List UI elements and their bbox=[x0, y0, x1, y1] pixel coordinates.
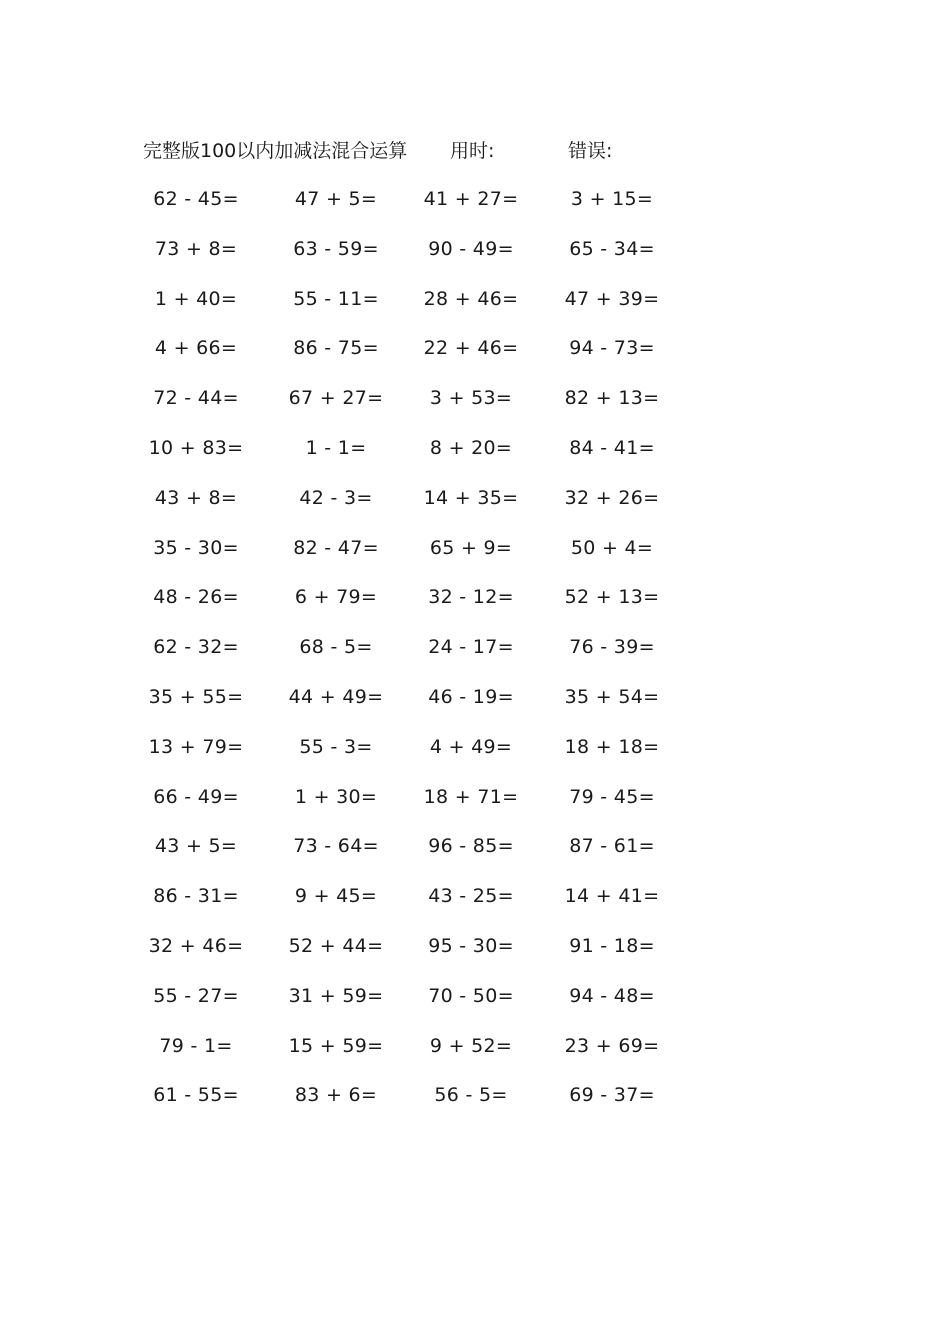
math-problem: 4 + 66= bbox=[154, 337, 238, 360]
math-problem: 6 + 79= bbox=[294, 586, 378, 609]
math-problem: 55 - 27= bbox=[153, 984, 239, 1007]
math-problem: 95 - 30= bbox=[428, 934, 514, 957]
math-problem: 62 - 32= bbox=[153, 636, 239, 659]
math-problem: 83 + 6= bbox=[294, 1084, 378, 1107]
math-problem: 90 - 49= bbox=[428, 237, 514, 260]
problem-row bbox=[0, 383, 950, 433]
math-problem: 41 + 27= bbox=[423, 188, 519, 210]
math-problem: 35 + 54= bbox=[564, 685, 660, 708]
problem-row bbox=[0, 184, 950, 234]
problem-row bbox=[0, 433, 950, 483]
math-problem: 91 - 18= bbox=[569, 934, 655, 957]
problem-row bbox=[0, 931, 950, 981]
math-problem: 79 - 45= bbox=[569, 785, 655, 808]
math-problem: 82 + 13= bbox=[564, 387, 660, 410]
error-label: 错误: bbox=[568, 140, 613, 162]
math-problem: 47 + 39= bbox=[564, 287, 660, 310]
math-problem: 15 + 59= bbox=[288, 1034, 384, 1057]
math-problem: 24 - 17= bbox=[428, 636, 514, 659]
problem-row bbox=[0, 682, 950, 732]
math-problem: 9 + 52= bbox=[429, 1034, 513, 1057]
math-problem: 1 + 40= bbox=[154, 287, 238, 310]
math-problem: 46 - 19= bbox=[428, 685, 514, 708]
math-problem: 43 + 5= bbox=[154, 835, 238, 858]
worksheet-title: 完整版100以内加减法混合运算 bbox=[143, 140, 408, 162]
math-problem: 52 + 44= bbox=[288, 934, 384, 957]
math-problem: 70 - 50= bbox=[428, 984, 514, 1007]
math-problem: 47 + 5= bbox=[294, 188, 378, 210]
math-problem: 23 + 69= bbox=[564, 1034, 660, 1057]
math-problem: 67 + 27= bbox=[288, 387, 384, 410]
problem-row bbox=[0, 732, 950, 782]
math-problem: 94 - 73= bbox=[569, 337, 655, 360]
math-problem: 35 - 30= bbox=[153, 536, 239, 559]
math-problem: 55 - 3= bbox=[299, 735, 373, 758]
math-problem: 96 - 85= bbox=[428, 835, 514, 858]
math-problem: 22 + 46= bbox=[423, 337, 519, 360]
problem-row bbox=[0, 782, 950, 832]
math-problem: 68 - 5= bbox=[299, 636, 373, 659]
math-problem: 18 + 18= bbox=[564, 735, 660, 758]
math-problem: 18 + 71= bbox=[423, 785, 519, 808]
math-problem: 84 - 41= bbox=[569, 436, 655, 459]
problem-row bbox=[0, 1031, 950, 1081]
problem-row bbox=[0, 533, 950, 583]
math-problem: 82 - 47= bbox=[293, 536, 379, 559]
worksheet-header bbox=[143, 136, 703, 166]
math-problem: 94 - 48= bbox=[569, 984, 655, 1007]
math-problem: 65 + 9= bbox=[429, 536, 513, 559]
problem-row bbox=[0, 632, 950, 682]
problem-row bbox=[0, 831, 950, 881]
problem-row bbox=[0, 333, 950, 383]
math-problem: 1 + 30= bbox=[294, 785, 378, 808]
math-problem: 61 - 55= bbox=[153, 1084, 239, 1107]
math-problem: 43 + 8= bbox=[154, 486, 238, 509]
math-problem: 52 + 13= bbox=[564, 586, 660, 609]
math-problem: 87 - 61= bbox=[569, 835, 655, 858]
problem-row bbox=[0, 881, 950, 931]
math-problem: 44 + 49= bbox=[288, 685, 384, 708]
problem-grid bbox=[0, 184, 950, 1130]
math-problem: 14 + 41= bbox=[564, 885, 660, 908]
math-problem: 8 + 20= bbox=[429, 436, 513, 459]
math-problem: 56 - 5= bbox=[434, 1084, 508, 1107]
math-problem: 14 + 35= bbox=[423, 486, 519, 509]
math-problem: 48 - 26= bbox=[153, 586, 239, 609]
math-problem: 66 - 49= bbox=[153, 785, 239, 808]
math-problem: 79 - 1= bbox=[159, 1034, 233, 1057]
math-problem: 65 - 34= bbox=[569, 237, 655, 260]
math-problem: 32 - 12= bbox=[428, 586, 514, 609]
math-problem: 63 - 59= bbox=[293, 237, 379, 260]
problem-row bbox=[0, 483, 950, 533]
math-problem: 42 - 3= bbox=[299, 486, 373, 509]
time-label: 用时: bbox=[450, 140, 495, 162]
problem-row bbox=[0, 284, 950, 334]
math-problem: 62 - 45= bbox=[153, 188, 239, 210]
math-problem: 72 - 44= bbox=[153, 387, 239, 410]
problem-row bbox=[0, 582, 950, 632]
math-problem: 32 + 46= bbox=[148, 934, 244, 957]
math-problem: 55 - 11= bbox=[293, 287, 379, 310]
math-problem: 86 - 75= bbox=[293, 337, 379, 360]
math-problem: 32 + 26= bbox=[564, 486, 660, 509]
problem-row bbox=[0, 1080, 950, 1130]
problem-row bbox=[0, 234, 950, 284]
math-problem: 76 - 39= bbox=[569, 636, 655, 659]
math-problem: 9 + 45= bbox=[294, 885, 378, 908]
math-problem: 3 + 53= bbox=[429, 387, 513, 410]
math-problem: 31 + 59= bbox=[288, 984, 384, 1007]
problem-row bbox=[0, 981, 950, 1031]
math-problem: 35 + 55= bbox=[148, 685, 244, 708]
math-problem: 3 + 15= bbox=[570, 188, 654, 210]
math-problem: 50 + 4= bbox=[570, 536, 654, 559]
math-problem: 86 - 31= bbox=[153, 885, 239, 908]
math-problem: 69 - 37= bbox=[569, 1084, 655, 1107]
math-problem: 4 + 49= bbox=[429, 735, 513, 758]
math-problem: 13 + 79= bbox=[148, 735, 244, 758]
math-problem: 43 - 25= bbox=[428, 885, 514, 908]
math-problem: 28 + 46= bbox=[423, 287, 519, 310]
math-problem: 10 + 83= bbox=[148, 436, 244, 459]
math-problem: 73 - 64= bbox=[293, 835, 379, 858]
math-problem: 73 + 8= bbox=[154, 237, 238, 260]
math-problem: 1 - 1= bbox=[305, 436, 367, 459]
